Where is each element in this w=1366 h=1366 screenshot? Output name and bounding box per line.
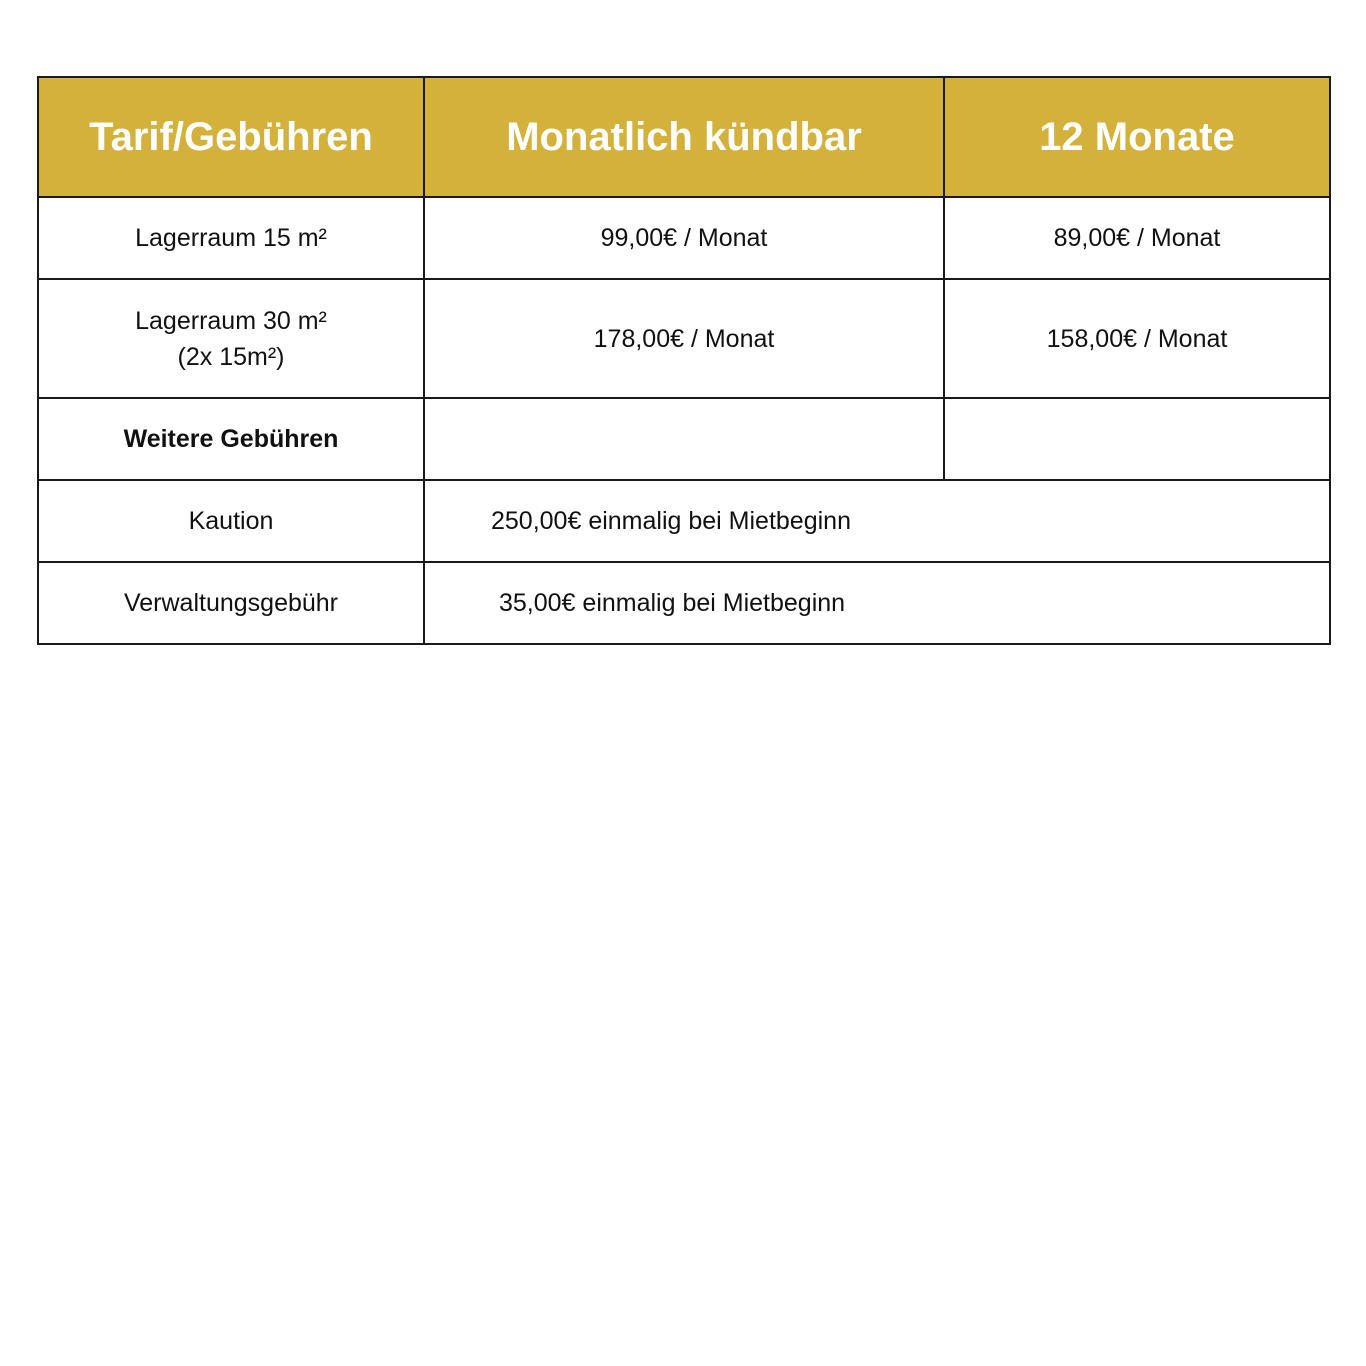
pricing-table [37, 76, 1331, 645]
monthly-price: 99,00€ / Monat [424, 197, 944, 279]
annual-price: 89,00€ / Monat [944, 197, 1330, 279]
fee-row [38, 480, 1330, 562]
empty-cell [944, 398, 1330, 480]
annual-price: 158,00€ / Monat [944, 279, 1330, 398]
fee-label: Verwaltungsgebühr [38, 562, 424, 644]
pricing-table-header [38, 77, 1330, 197]
fee-label: Kaution [38, 480, 424, 562]
row-label-line: Lagerraum 15 m² [135, 224, 327, 252]
row-label [38, 279, 424, 398]
row-label-subline: (2x 15m²) [177, 342, 285, 371]
table-row [38, 197, 1330, 279]
fee-row [38, 562, 1330, 644]
header-12-months: 12 Monate [944, 77, 1330, 197]
empty-cell [424, 398, 944, 480]
section-heading-row [38, 398, 1330, 480]
header-monthly: Monatlich kündbar [424, 77, 944, 197]
pricing-table-body [38, 197, 1330, 644]
row-label-line: Lagerraum 30 m² [135, 306, 327, 335]
fee-value: 35,00€ einmalig bei Mietbeginn [424, 562, 1330, 644]
section-heading: Weitere Gebühren [38, 398, 424, 480]
fee-value: 250,00€ einmalig bei Mietbeginn [424, 480, 1330, 562]
row-label [38, 197, 424, 279]
table-row [38, 279, 1330, 398]
monthly-price: 178,00€ / Monat [424, 279, 944, 398]
header-row [38, 77, 1330, 197]
header-tarif: Tarif/Gebühren [38, 77, 424, 197]
